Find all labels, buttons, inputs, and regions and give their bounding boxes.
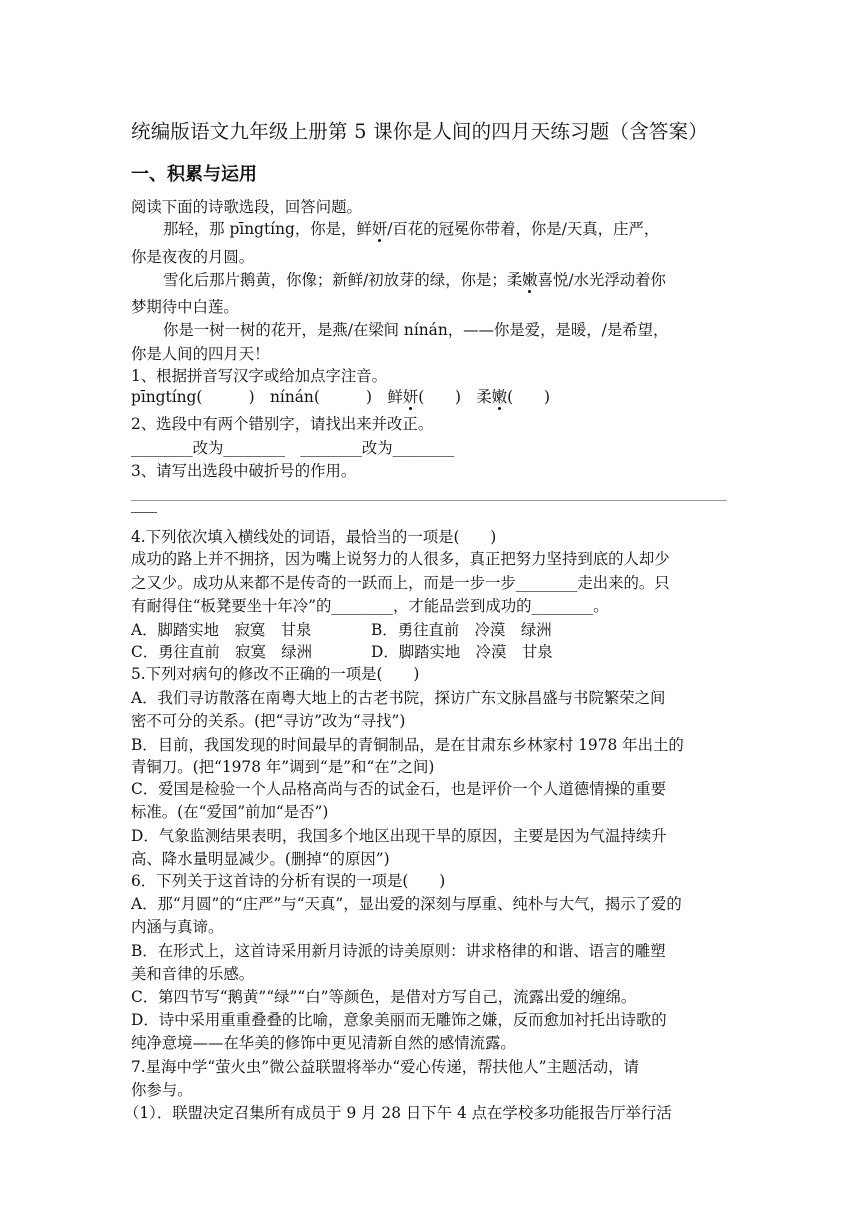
option-d-cont: 高、降水量明显减少。(删掉“的原因”) [131, 850, 390, 868]
poem-text: /百花的冠冕你带着，你是/天真，庄严， [387, 220, 660, 238]
poem-text: 雪化后那片鹅黄，你像；新鲜/初放芽的绿，你是；柔 [163, 271, 523, 289]
dotted-char: 妍 [371, 220, 388, 238]
question-7: 7.星海中学“萤火虫”微公益联盟将举办“爱心传递，帮扶他人”主题活动，请 [131, 1058, 639, 1076]
option-c: C．第四节写“鹅黄”“绿”“白”等颜色，是借对方写自己，流露出爱的缠绵。 [131, 988, 637, 1006]
option-a: A．那“月圆”的“庄严”与“天真”，显出爱的深刻与厚重、纯朴与大气，揭示了爱的 [131, 895, 682, 913]
question-6: 6．下列关于这首诗的分析有误的一项是( ) [131, 872, 446, 890]
question-4-passage: 有耐得住“板凳要坐十年冷”的________，才能品尝到成功的________。 [131, 597, 609, 615]
option-d-cont: 纯净意境——在华美的修饰中更见清新自然的感情流露。 [131, 1034, 516, 1052]
poem-line: 你是人间的四月天！ [131, 345, 270, 363]
poem-line: 梦期待中白莲。 [131, 298, 239, 316]
option-a: A．我们寻访散落在南粤大地上的古老书院，探访广东文脉昌盛与书院繁荣之间 [131, 689, 666, 707]
question-4-passage: 之又少。成功从来都不是传奇的一跃而上，而是一步一步________走出来的。只 [131, 574, 670, 592]
poem-text: 喜悦/水光浮动着你 [537, 271, 666, 289]
dotted-char: 妍 [402, 388, 419, 406]
question-1: 1、根据拼音写汉字或给加点字注音。 [131, 367, 388, 385]
option-a: A．脚踏实地 寂寞 甘泉 [131, 621, 312, 639]
question-7-sub1: （1）．联盟决定召集所有成员于 9 月 28 日下午 4 点在学校多功能报告厅举行活 [124, 1104, 672, 1122]
question-4-passage: 成功的路上并不拥挤，因为嘴上说努力的人很多，真正把努力坚持到底的人却少 [131, 550, 670, 568]
question-1-answers [131, 387, 550, 407]
reading-intro: 阅读下面的诗歌选段，回答问题。 [131, 198, 362, 216]
answer-line-tail [131, 512, 157, 513]
question-3: 3、请写出选段中破折号的作用。 [131, 462, 357, 480]
option-c: C．勇往直前 寂寞 绿洲 [131, 643, 313, 661]
answer-text: ( ) 柔 [418, 388, 492, 406]
option-c: C．爱国是检验一个人品格高尚与否的试金石，也是评价一个人道德情操的重要 [131, 780, 667, 798]
option-b-cont: 美和音律的乐感。 [131, 965, 255, 983]
option-d: D．脚踏实地 冷漠 甘泉 [371, 643, 553, 661]
option-a-cont: 内涵与真谛。 [131, 918, 224, 936]
poem-text: 那轻，那 pīngtíng，你是，鲜 [163, 220, 372, 238]
question-5: 5.下列对病句的修改不正确的一项是( ) [131, 665, 420, 683]
poem-line [163, 219, 659, 239]
option-b: B．目前，我国发现的时间最早的青铜制品，是在甘肃东乡林家村 1978 年出土的 [131, 736, 684, 754]
answer-text: pīngtíng( ) nínán( ) 鲜 [131, 388, 403, 406]
page-title: 统编版语文九年级上册第 5 课你是人间的四月天练习题（含答案） [131, 120, 709, 143]
option-d: D．诗中采用重重叠叠的比喻，意象美丽而无雕饰之嫌，反而愈加衬托出诗歌的 [131, 1011, 667, 1029]
question-7-cont: 你参与。 [131, 1081, 193, 1099]
question-2-blanks: ________改为________ ________改为________ [131, 439, 455, 457]
question-4: 4.下列依次填入横线处的词语，最恰当的一项是( ) [131, 528, 497, 546]
answer-text: ( ) [507, 388, 550, 406]
option-c-cont: 标准。(在“爱国”前加“是否”) [131, 803, 329, 821]
poem-line: 你是一树一树的花开，是燕/在梁间 nínán，——你是爱，是暖，/是希望， [163, 321, 669, 339]
dotted-char: 嫩 [491, 388, 508, 406]
poem-line: 你是夜夜的月圆。 [131, 248, 255, 266]
option-b: B．在形式上，这首诗采用新月诗派的诗美原则：讲求格律的和谐、语言的雕塑 [131, 942, 666, 960]
question-2: 2、选段中有两个错别字，请找出来并改正。 [131, 415, 434, 433]
section-heading: 一、积累与运用 [131, 164, 257, 185]
answer-line [131, 500, 727, 501]
option-d: D．气象监测结果表明，我国多个地区出现干旱的原因，主要是因为气温持续升 [131, 827, 667, 845]
option-b: B．勇往直前 冷漠 绿洲 [371, 621, 552, 639]
option-b-cont: 青铜刀。(把“1978 年”调到“是”和“在”之间) [131, 758, 435, 776]
poem-line [163, 270, 666, 290]
dotted-char: 嫩 [522, 271, 538, 289]
option-a-cont: 密不可分的关系。(把“寻访”改为“寻找”) [131, 712, 406, 730]
